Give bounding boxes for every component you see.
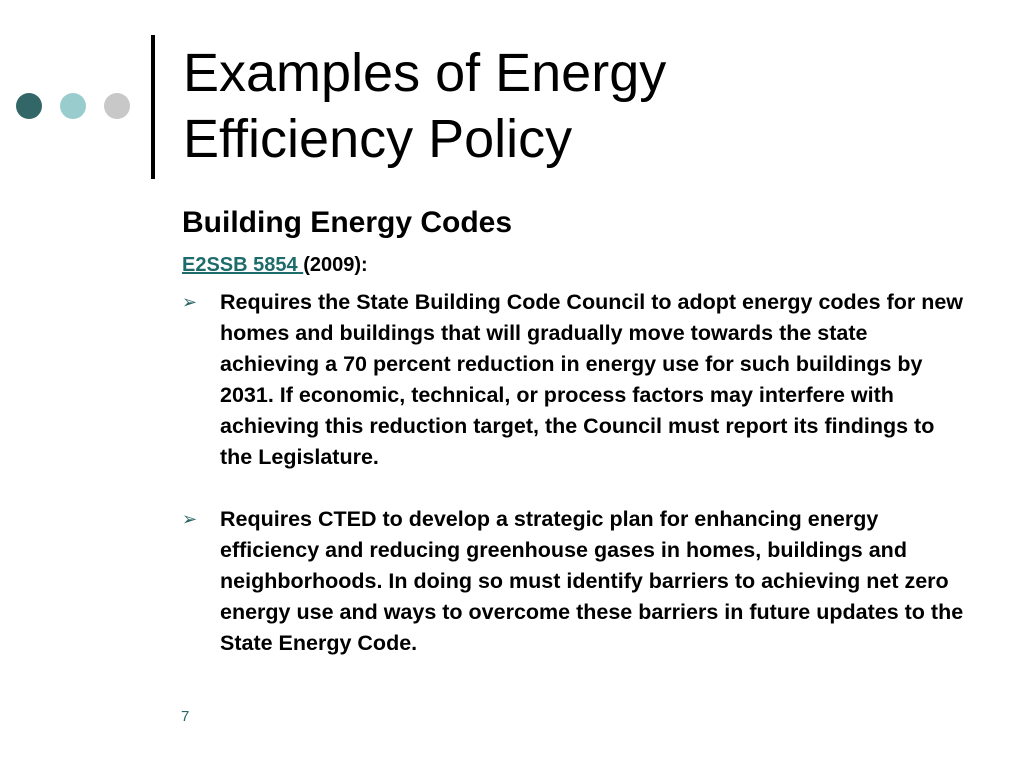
gray-dot (104, 93, 130, 119)
bill-link[interactable]: E2SSB 5854 (182, 254, 304, 276)
bill-year: (2009): (303, 254, 368, 276)
section-heading: Building Energy Codes (182, 206, 513, 239)
bullet-list (182, 287, 972, 659)
slide-title: Examples of Energy Efficiency Policy (183, 43, 667, 169)
list-item (182, 504, 972, 659)
title-divider (151, 35, 155, 179)
bullet-text: Requires CTED to develop a strategic plan for enhancing energy efficiency and reducing greenhouse gases in homes, buildings and neighborhoods. In doing so must identify barriers to achieving net zero energy use and ways to overcome these barriers in future updates to the State Energy Code. (220, 507, 964, 655)
slide-number: 7 (181, 708, 190, 725)
bullet-text: Requires the State Building Code Council to adopt energy codes for new homes and buildings that will gradually move towards the state achieving a 70 percent reduction in energy use for such buildings by 2031. If economic, technical, or process factors may interfere with achieving this reduction target, the Council must report its findings to the Legislature. (220, 290, 964, 469)
light-teal-dot (60, 93, 86, 119)
dark-teal-dot (16, 93, 42, 119)
list-item (182, 287, 972, 473)
bill-reference (182, 252, 368, 278)
decorative-dots (16, 93, 136, 121)
arrow-bullet-icon: ➢ (182, 509, 198, 529)
arrow-bullet-icon: ➢ (182, 292, 198, 312)
